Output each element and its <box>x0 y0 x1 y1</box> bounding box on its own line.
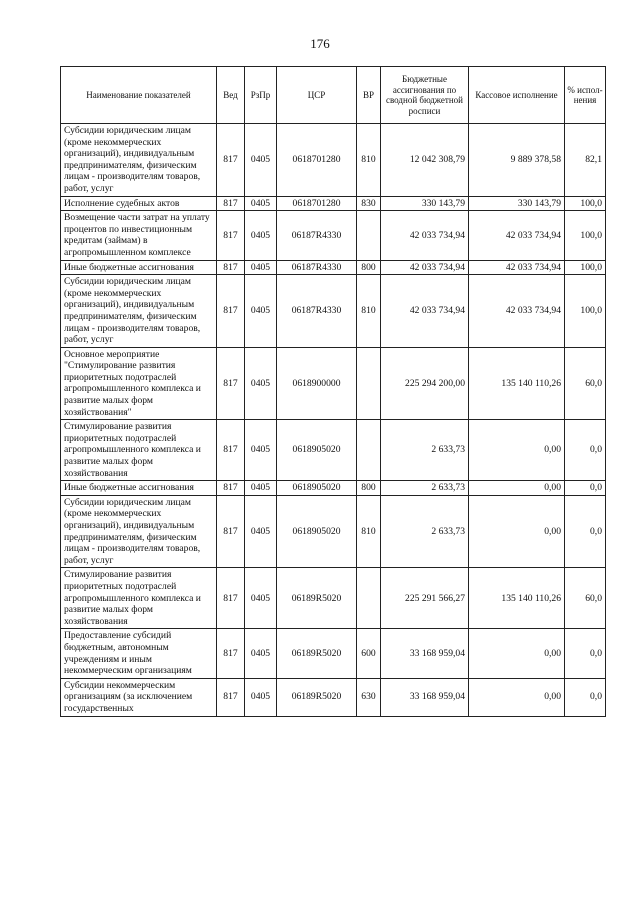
row-rzpr: 0405 <box>245 124 277 197</box>
row-name: Субсидии юридическим лицам (кроме некоммерческих организаций), индивидуальным предпринимателям, физическим лицам - производителям товаров, работ, услуг <box>61 495 217 568</box>
table-row <box>61 275 606 348</box>
row-cash: 42 033 734,94 <box>469 211 565 260</box>
row-name: Стимулирование развития приоритетных подотраслей агропромышленного комплекса и развитие малых форм хозяйствования <box>61 420 217 481</box>
header-pct: % испол-нения <box>565 67 606 124</box>
row-cash: 135 140 110,26 <box>469 347 565 420</box>
row-rzpr: 0405 <box>245 260 277 275</box>
row-csr: 06189R5020 <box>277 568 357 629</box>
row-rzpr: 0405 <box>245 568 277 629</box>
row-ved: 817 <box>217 275 245 348</box>
row-vr: 630 <box>357 678 381 716</box>
table-row <box>61 678 606 716</box>
row-rzpr: 0405 <box>245 678 277 716</box>
row-cash: 42 033 734,94 <box>469 275 565 348</box>
row-name: Субсидии юридическим лицам (кроме некоммерческих организаций), индивидуальным предпринимателям, физическим лицам - производителям товаров, работ, услуг <box>61 124 217 197</box>
row-name: Предоставление субсидий бюджетным, автономным учреждениям и иным некоммерческим организациям <box>61 629 217 678</box>
row-ved: 817 <box>217 629 245 678</box>
row-csr: 06187R4330 <box>277 260 357 275</box>
row-pct: 100,0 <box>565 211 606 260</box>
table-row <box>61 260 606 275</box>
row-ved: 817 <box>217 678 245 716</box>
row-pct: 100,0 <box>565 275 606 348</box>
row-budget: 33 168 959,04 <box>381 678 469 716</box>
row-ved: 817 <box>217 420 245 481</box>
row-vr <box>357 347 381 420</box>
header-rzpr: РзПр <box>245 67 277 124</box>
row-vr <box>357 420 381 481</box>
row-pct: 0,0 <box>565 481 606 496</box>
row-rzpr: 0405 <box>245 196 277 211</box>
row-vr: 810 <box>357 275 381 348</box>
header-name: Наименование показателей <box>61 67 217 124</box>
row-name: Субсидии юридическим лицам (кроме некоммерческих организаций), индивидуальным предпринимателям, физическим лицам - производителям товаров, работ, услуг <box>61 275 217 348</box>
row-name: Исполнение судебных актов <box>61 196 217 211</box>
row-rzpr: 0405 <box>245 211 277 260</box>
row-ved: 817 <box>217 568 245 629</box>
row-cash: 0,00 <box>469 678 565 716</box>
row-ved: 817 <box>217 211 245 260</box>
row-pct: 0,0 <box>565 495 606 568</box>
page-number: 176 <box>310 36 330 51</box>
row-cash: 135 140 110,26 <box>469 568 565 629</box>
row-ved: 817 <box>217 347 245 420</box>
row-vr <box>357 211 381 260</box>
header-vr: ВР <box>357 67 381 124</box>
budget-execution-table <box>60 66 606 717</box>
row-name: Возмещение части затрат на уплату процентов по инвестиционным кредитам (займам) в агропромышленном комплексе <box>61 211 217 260</box>
row-vr: 800 <box>357 260 381 275</box>
row-ved: 817 <box>217 481 245 496</box>
row-budget: 12 042 308,79 <box>381 124 469 197</box>
row-name: Субсидии некоммерческим организациям (за исключением государственных <box>61 678 217 716</box>
row-budget: 42 033 734,94 <box>381 275 469 348</box>
row-name: Стимулирование развития приоритетных подотраслей агропромышленного комплекса и развитие малых форм хозяйствования <box>61 568 217 629</box>
row-budget: 2 633,73 <box>381 481 469 496</box>
row-pct: 60,0 <box>565 568 606 629</box>
row-vr: 600 <box>357 629 381 678</box>
row-budget: 2 633,73 <box>381 495 469 568</box>
row-budget: 225 291 566,27 <box>381 568 469 629</box>
table-row <box>61 124 606 197</box>
row-budget: 42 033 734,94 <box>381 260 469 275</box>
row-budget: 33 168 959,04 <box>381 629 469 678</box>
row-ved: 817 <box>217 196 245 211</box>
row-ved: 817 <box>217 124 245 197</box>
row-rzpr: 0405 <box>245 275 277 348</box>
row-pct: 60,0 <box>565 347 606 420</box>
row-csr: 0618701280 <box>277 124 357 197</box>
header-budget: Бюджетные ассигнования по сводной бюджетной росписи <box>381 67 469 124</box>
row-rzpr: 0405 <box>245 481 277 496</box>
row-vr: 830 <box>357 196 381 211</box>
row-budget: 2 633,73 <box>381 420 469 481</box>
row-name: Иные бюджетные ассигнования <box>61 481 217 496</box>
row-vr: 800 <box>357 481 381 496</box>
row-cash: 0,00 <box>469 629 565 678</box>
row-pct: 0,0 <box>565 629 606 678</box>
row-vr: 810 <box>357 124 381 197</box>
row-cash: 42 033 734,94 <box>469 260 565 275</box>
row-budget: 225 294 200,00 <box>381 347 469 420</box>
table-header-row <box>61 67 606 124</box>
table-row <box>61 420 606 481</box>
row-pct: 100,0 <box>565 260 606 275</box>
row-vr: 810 <box>357 495 381 568</box>
row-rzpr: 0405 <box>245 495 277 568</box>
header-csr: ЦСР <box>277 67 357 124</box>
row-name: Иные бюджетные ассигнования <box>61 260 217 275</box>
table-row <box>61 495 606 568</box>
row-pct: 82,1 <box>565 124 606 197</box>
table-row <box>61 211 606 260</box>
row-cash: 0,00 <box>469 420 565 481</box>
row-ved: 817 <box>217 495 245 568</box>
table-row <box>61 481 606 496</box>
row-cash: 0,00 <box>469 495 565 568</box>
row-csr: 0618905020 <box>277 495 357 568</box>
row-cash: 9 889 378,58 <box>469 124 565 197</box>
row-csr: 06187R4330 <box>277 275 357 348</box>
row-csr: 06189R5020 <box>277 629 357 678</box>
row-csr: 0618701280 <box>277 196 357 211</box>
row-rzpr: 0405 <box>245 347 277 420</box>
row-ved: 817 <box>217 260 245 275</box>
row-vr <box>357 568 381 629</box>
row-rzpr: 0405 <box>245 629 277 678</box>
table-row <box>61 196 606 211</box>
header-cash: Кассовое исполнение <box>469 67 565 124</box>
row-rzpr: 0405 <box>245 420 277 481</box>
row-pct: 0,0 <box>565 420 606 481</box>
row-pct: 100,0 <box>565 196 606 211</box>
row-name: Основное мероприятие "Стимулирование развития приоритетных подотраслей агропромышленного комплекса и развитие малых форм хозяйствования" <box>61 347 217 420</box>
row-cash: 0,00 <box>469 481 565 496</box>
row-budget: 42 033 734,94 <box>381 211 469 260</box>
table-row <box>61 568 606 629</box>
row-csr: 0618905020 <box>277 481 357 496</box>
row-cash: 330 143,79 <box>469 196 565 211</box>
table-row <box>61 347 606 420</box>
row-csr: 0618905020 <box>277 420 357 481</box>
row-csr: 06187R4330 <box>277 211 357 260</box>
header-ved: Вед <box>217 67 245 124</box>
table-row <box>61 629 606 678</box>
row-csr: 06189R5020 <box>277 678 357 716</box>
row-budget: 330 143,79 <box>381 196 469 211</box>
row-csr: 0618900000 <box>277 347 357 420</box>
row-pct: 0,0 <box>565 678 606 716</box>
